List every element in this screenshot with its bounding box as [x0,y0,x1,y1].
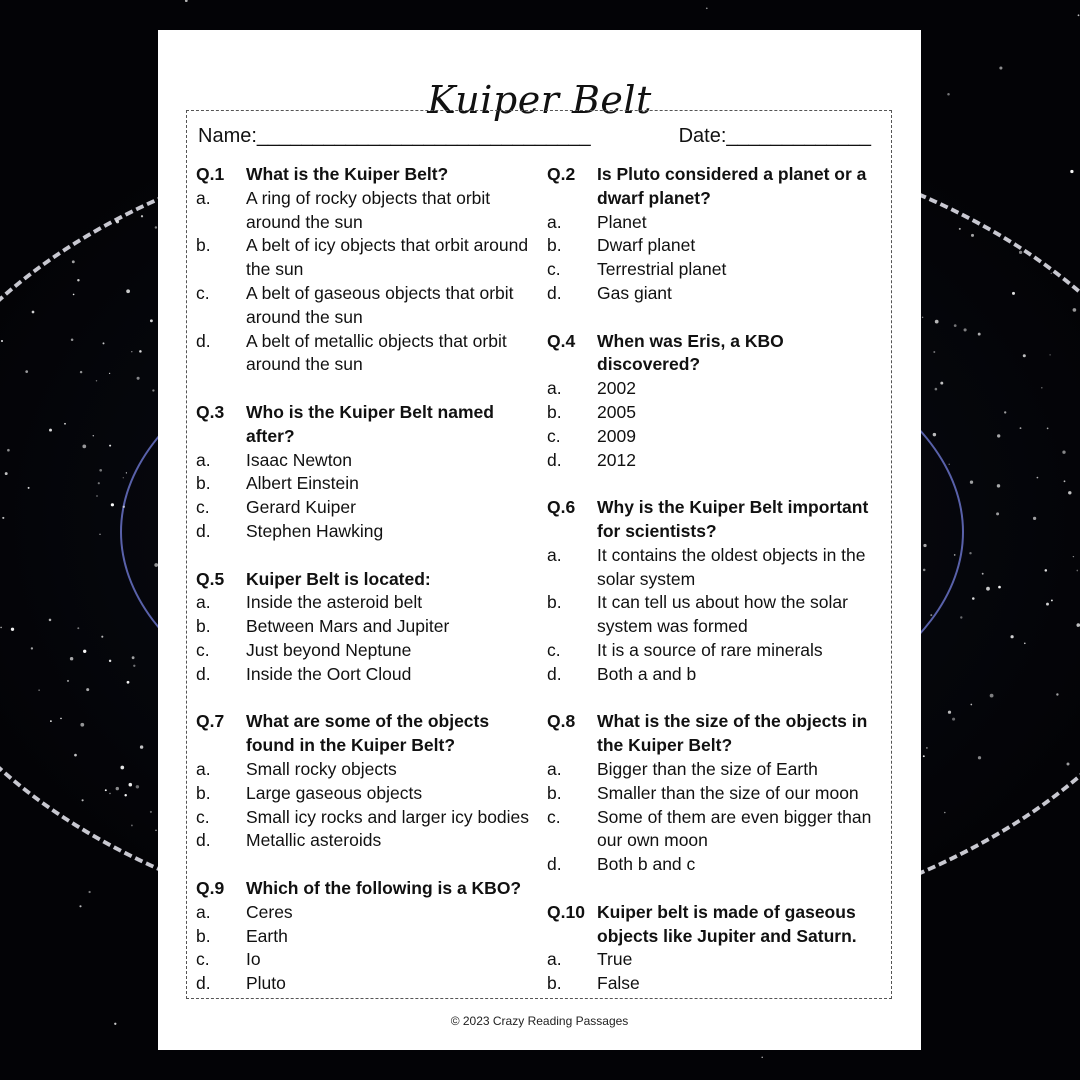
option-letter: c. [196,639,210,660]
question-box [186,110,892,999]
answer-option[interactable] [547,401,887,425]
option-text: Ceres [246,901,293,922]
answer-option[interactable] [547,758,887,782]
answer-option[interactable] [547,449,887,473]
option-text: Large gaseous objects [246,782,423,803]
answer-option[interactable] [196,925,536,949]
option-letter: d. [196,520,211,541]
question-text: Who is the Kuiper Belt named after? [246,401,494,446]
option-text: Isaac Newton [246,449,353,470]
answer-option[interactable] [196,901,536,925]
option-letter: a. [196,758,211,779]
left-question-column [196,163,536,1020]
option-letter: a. [196,187,211,208]
answer-option[interactable] [196,330,536,378]
option-text: A belt of gaseous objects that orbit around the sun [246,282,514,327]
question-text: Kuiper belt is made of gaseous objects like Jupiter and Saturn. [597,901,857,946]
answer-option[interactable] [196,520,536,544]
option-text: Dwarf planet [597,235,696,256]
answer-option[interactable] [196,591,536,615]
option-letter: b. [196,235,211,256]
question-row [547,710,887,758]
question-text: Kuiper Belt is located: [246,568,431,589]
question-number: Q.9 [196,877,225,898]
option-text: Albert Einstein [246,473,359,494]
answer-option[interactable] [547,639,887,663]
option-text: 2009 [597,425,636,446]
option-letter: b. [196,925,211,946]
question-number: Q.10 [547,901,585,922]
answer-option[interactable] [196,663,536,687]
option-letter: a. [196,592,211,613]
answer-option[interactable] [196,948,536,972]
answer-option[interactable] [547,282,887,306]
option-text: Planet [597,211,647,232]
option-letter: a. [547,378,562,399]
option-text: True [597,949,633,970]
option-letter: c. [547,425,561,446]
option-letter: c. [196,806,210,827]
answer-option[interactable] [196,615,536,639]
answer-option[interactable] [196,472,536,496]
answer-option[interactable] [196,449,536,473]
answer-option[interactable] [547,948,887,972]
option-letter: d. [196,973,211,994]
option-text: 2005 [597,401,636,422]
answer-option[interactable] [196,806,536,830]
option-letter: a. [547,211,562,232]
question-row [196,401,536,449]
question-text: What is the size of the objects in the Kuiper Belt? [597,711,868,756]
answer-option[interactable] [547,258,887,282]
option-text: Metallic asteroids [246,830,382,851]
option-letter: b. [196,616,211,637]
question-block [547,330,887,473]
question-number: Q.7 [196,711,225,732]
answer-option[interactable] [547,234,887,258]
date-field[interactable]: Date:_____________ [678,125,871,147]
option-text: Some of them are even bigger than our own moon [597,806,872,851]
answer-option[interactable] [547,591,887,639]
option-text: A belt of metallic objects that orbit around the sun [246,330,507,375]
worksheet-page [158,30,921,1050]
question-block [196,163,536,377]
question-row [547,330,887,378]
option-letter: b. [547,782,562,803]
option-letter: c. [196,949,210,970]
question-number: Q.5 [196,568,225,589]
option-text: Small icy rocks and larger icy bodies [246,806,530,827]
question-row [196,877,536,901]
option-letter: b. [547,235,562,256]
question-number: Q.1 [196,164,225,184]
question-block [547,901,887,996]
option-letter: a. [547,758,562,779]
question-row [196,163,536,187]
question-row [547,496,887,544]
answer-option[interactable] [547,211,887,235]
option-text: Both a and b [597,663,697,684]
option-letter: a. [196,449,211,470]
question-row [547,901,887,949]
option-letter: b. [196,782,211,803]
question-row [196,710,536,758]
question-number: Q.6 [547,497,576,518]
answer-option[interactable] [196,639,536,663]
question-row [547,163,887,211]
question-block [196,710,536,853]
answer-option[interactable] [547,972,887,996]
option-text: Earth [246,925,288,946]
option-letter: c. [547,259,561,280]
name-field[interactable]: Name:______________________________ [198,125,591,147]
right-question-column [547,163,887,1020]
question-block [196,568,536,687]
answer-option[interactable] [196,234,536,282]
option-letter: d. [196,663,211,684]
option-text: Gas giant [597,282,672,303]
answer-option[interactable] [196,496,536,520]
option-text: Both b and c [597,854,696,875]
option-text: Smaller than the size of our moon [597,782,859,803]
question-block [547,496,887,686]
option-letter: b. [547,592,562,613]
answer-option[interactable] [547,544,887,592]
option-text: It contains the oldest objects in the solar system [597,544,866,589]
name-date-row [198,125,871,148]
answer-option[interactable] [547,377,887,401]
question-block [196,877,536,996]
answer-option[interactable] [547,425,887,449]
answer-option[interactable] [196,187,536,235]
question-block [547,163,887,306]
option-text: 2002 [597,378,636,399]
option-text: Inside the Oort Cloud [246,663,412,684]
answer-option[interactable] [547,806,887,854]
question-block [547,710,887,877]
option-text: A belt of icy objects that orbit around the sun [246,235,529,280]
option-text: 2012 [597,449,636,470]
option-letter: d. [547,854,562,875]
answer-option[interactable] [196,829,536,853]
option-text: Between Mars and Jupiter [246,616,450,637]
worksheet-title: Kuiper Belt [427,78,652,122]
copyright-footer: © 2023 Crazy Reading Passages [450,1014,629,1028]
question-text: When was Eris, a KBO discovered? [597,330,784,375]
option-text: Stephen Hawking [246,520,384,541]
option-letter: d. [547,282,562,303]
question-row [196,568,536,592]
question-text: What is the Kuiper Belt? [246,164,449,184]
option-letter: c. [547,639,561,660]
option-text: Pluto [246,973,286,994]
option-letter: d. [547,663,562,684]
question-number: Q.3 [196,401,225,422]
answer-option[interactable] [196,282,536,330]
answer-option[interactable] [547,663,887,687]
option-text: Io [246,949,261,970]
option-text: A ring of rocky objects that orbit around the sun [246,187,491,232]
question-number: Q.8 [547,711,576,732]
question-text: What are some of the objects found in the Kuiper Belt? [246,711,490,756]
option-letter: c. [196,497,210,518]
option-text: Just beyond Neptune [246,639,412,660]
option-text: Small rocky objects [246,758,397,779]
answer-option[interactable] [196,972,536,996]
question-number: Q.4 [547,330,576,351]
option-letter: b. [547,973,562,994]
option-letter: b. [196,473,211,494]
question-text: Is Pluto considered a planet or a dwarf planet? [597,164,867,208]
question-number: Q.2 [547,164,576,184]
option-text: Terrestrial planet [597,259,727,280]
option-letter: d. [547,449,562,470]
option-text: It is a source of rare minerals [597,639,823,660]
option-letter: a. [547,544,562,565]
option-text: Gerard Kuiper [246,497,356,518]
question-text: Why is the Kuiper Belt important for scientists? [597,497,869,541]
option-letter: d. [196,330,211,351]
option-text: Inside the asteroid belt [246,592,423,613]
option-letter: a. [547,949,562,970]
option-letter: a. [196,901,211,922]
option-letter: b. [547,401,562,422]
answer-option[interactable] [196,758,536,782]
answer-option[interactable] [547,853,887,877]
option-letter: c. [196,282,210,303]
question-text: Which of the following is a KBO? [246,877,522,898]
option-text: False [597,973,640,994]
option-letter: d. [196,830,211,851]
option-text: Bigger than the size of Earth [597,758,818,779]
option-text: It can tell us about how the solar system was formed [597,592,848,637]
answer-option[interactable] [196,782,536,806]
question-block [196,401,536,544]
option-letter: c. [547,806,561,827]
answer-option[interactable] [547,782,887,806]
